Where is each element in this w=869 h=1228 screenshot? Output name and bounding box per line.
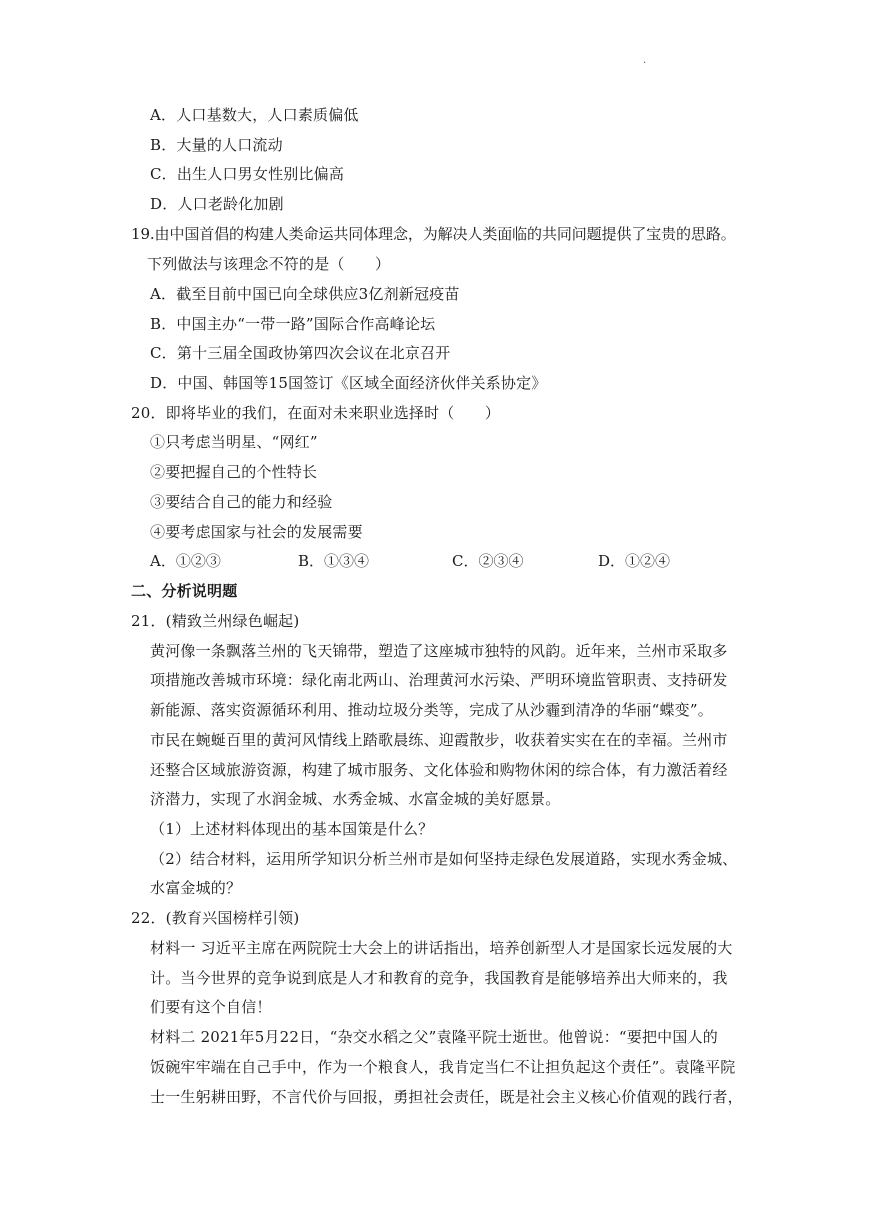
q21-sub-2: （2）结合材料，运用所学知识分析兰州市是如何坚持走绿色发展道路，实现水秀金城、 — [150, 850, 738, 868]
q20-option-c: C．②③④ — [452, 552, 524, 570]
q22-para-line4: 材料二 2021年5月22日，“杂交水稻之父”袁隆平院士逝世。他曾说：“要把中国人的 — [150, 1028, 718, 1046]
q19-option-a: A．截至目前中国已向全球供应3亿剂新冠疫苗 — [150, 285, 460, 303]
q21-para-line5: 还整合区域旅游资源，构建了城市服务、文化体验和购物休闲的综合体，有力激活着经 — [150, 761, 728, 779]
q20-item-2: ②要把握自己的个性特长 — [150, 463, 318, 481]
q18-option-c: C．出生人口男女性别比偏高 — [150, 165, 345, 183]
q20-item-1: ①只考虑当明星、“网红” — [150, 433, 318, 451]
q21-sub-1: （1）上述材料体现出的基本国策是什么？ — [150, 820, 434, 838]
q19-option-d: D．中国、韩国等15国签订《区域全面经济伙伴关系协定》 — [150, 374, 547, 392]
q22-para-line6: 士一生躬耕田野，不言代价与回报，勇担社会责任，既是社会主义核心价值观的践行者， — [150, 1088, 743, 1106]
q21-sub-2-cont: 水富金城的？ — [150, 879, 242, 897]
q20-option-d: D．①②④ — [598, 552, 671, 570]
q19-option-b: B．中国主办“一带一路”国际合作高峰论坛 — [150, 315, 436, 333]
q22-para-line5: 饭碗牢牢端在自己手中，作为一个粮食人，我肯定当仁不让担负起这个责任”。袁隆平院 — [150, 1058, 736, 1076]
q18-option-a: A．人口基数大，人口素质偏低 — [150, 106, 359, 124]
q22-para-line1: 材料一 习近平主席在两院院士大会上的讲话指出，培养创新型人才是国家长远发展的大 — [150, 939, 733, 957]
q22-para-line2: 计。当今世界的竞争说到底是人才和教育的竞争，我国教育是能够培养出大师来的，我 — [150, 969, 728, 987]
q18-option-b: B．大量的人口流动 — [150, 136, 283, 154]
q21-para-line1: 黄河像一条飘落兰州的飞天锦带，塑造了这座城市独特的风韵。近年来，兰州市采取多 — [150, 642, 728, 660]
q20-item-4: ④要考虑国家与社会的发展需要 — [150, 523, 363, 541]
q21-para-line3: 新能源、落实资源循环利用、推动垃圾分类等，完成了从沙霾到清净的华丽“蝶变”。 — [150, 701, 713, 719]
q19-stem-line1: 19.由中国首倡的构建人类命运共同体理念，为解决人类面临的共同问题提供了宝贵的思路。 — [131, 225, 736, 243]
q20-item-3: ③要结合自己的能力和经验 — [150, 493, 333, 511]
section-title: 二、分析说明题 — [131, 582, 238, 600]
q20-option-a: A．①②③ — [150, 552, 221, 570]
q20-stem: 20．即将毕业的我们，在面对未来职业选择时（ ） — [131, 404, 501, 422]
q21-para-line2: 项措施改善城市环境：绿化南北两山、治理黄河水污染、严明环境监管职责、支持研发 — [150, 671, 728, 689]
q19-stem-line2: 下列做法与该理念不符的是（ ） — [147, 255, 391, 273]
q20-option-b: B．①③④ — [298, 552, 370, 570]
q21-para-line6: 济潜力，实现了水润金城、水秀金城、水富金城的美好愿景。 — [150, 790, 561, 808]
q22-para-line3: 们要有这个自信！ — [150, 998, 272, 1016]
q21-title: 21．(精致兰州绿色崛起) — [131, 612, 300, 630]
q19-option-c: C．第十三届全国政协第四次会议在北京召开 — [150, 344, 451, 362]
q21-para-line4: 市民在蜿蜒百里的黄河风情线上踏歌晨练、迎霞散步，收获着实实在在的幸福。兰州市 — [150, 731, 728, 749]
q22-title: 22．(教育兴国榜样引领) — [131, 909, 300, 927]
header-mark: . — [643, 55, 647, 66]
q18-option-d: D．人口老龄化加剧 — [150, 195, 284, 213]
